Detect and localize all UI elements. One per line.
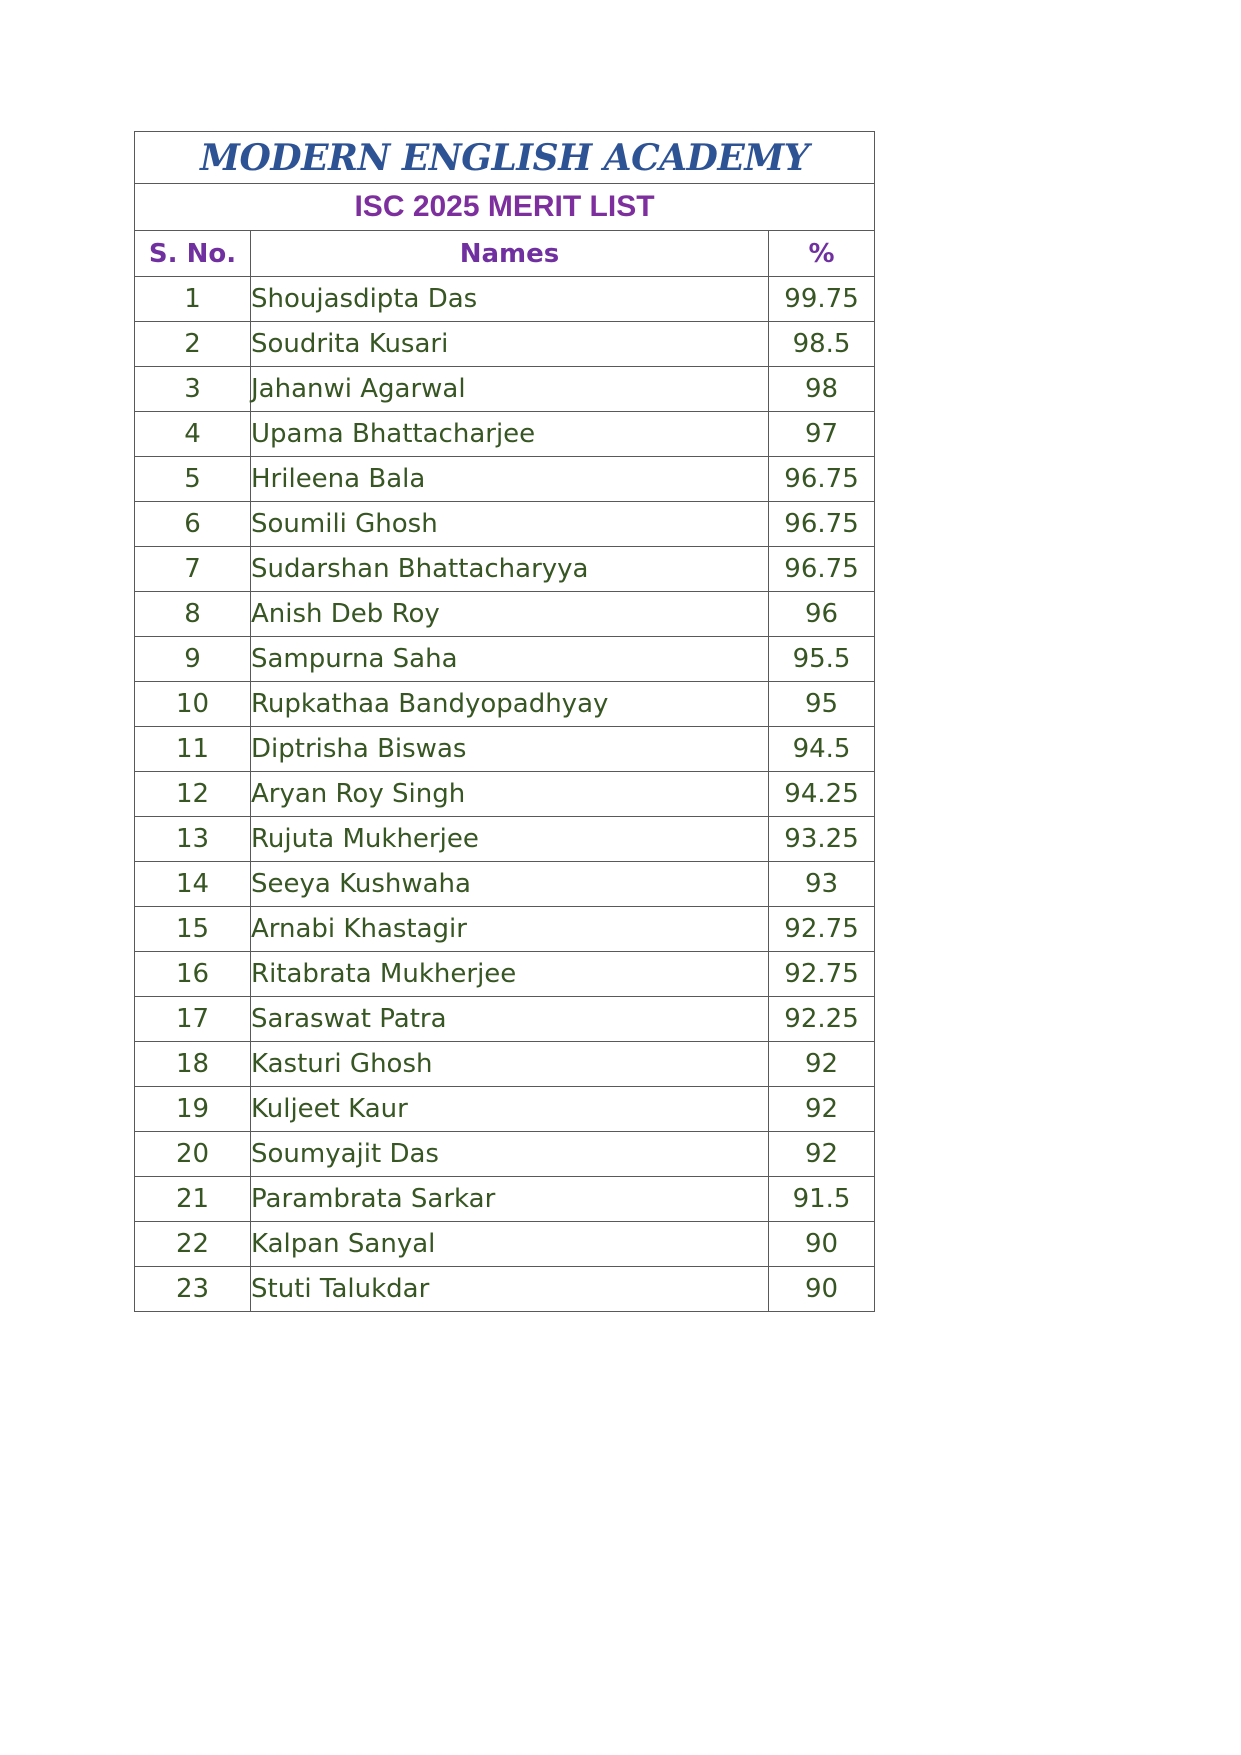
row-percentage: 91.5 xyxy=(769,1177,875,1222)
row-percentage: 90 xyxy=(769,1222,875,1267)
row-percentage: 99.75 xyxy=(769,277,875,322)
row-serial-number: 18 xyxy=(135,1042,251,1087)
table-row xyxy=(135,907,875,952)
row-percentage: 92.75 xyxy=(769,907,875,952)
row-percentage: 94.5 xyxy=(769,727,875,772)
table-row xyxy=(135,727,875,772)
row-student-name: Stuti Talukdar xyxy=(251,1267,769,1312)
table-row xyxy=(135,772,875,817)
row-serial-number: 16 xyxy=(135,952,251,997)
row-percentage: 92.75 xyxy=(769,952,875,997)
table-row xyxy=(135,1042,875,1087)
row-student-name: Diptrisha Biswas xyxy=(251,727,769,772)
row-student-name: Arnabi Khastagir xyxy=(251,907,769,952)
row-serial-number: 12 xyxy=(135,772,251,817)
row-serial-number: 10 xyxy=(135,682,251,727)
row-percentage: 92 xyxy=(769,1087,875,1132)
column-header-sno-label: S. No. xyxy=(148,238,237,269)
table-row xyxy=(135,547,875,592)
row-percentage: 95.5 xyxy=(769,637,875,682)
row-student-name: Sudarshan Bhattacharyya xyxy=(251,547,769,592)
row-student-name: Kalpan Sanyal xyxy=(251,1222,769,1267)
table-row xyxy=(135,277,875,322)
row-student-name: Kasturi Ghosh xyxy=(251,1042,769,1087)
subtitle-row xyxy=(135,184,875,231)
row-serial-number: 15 xyxy=(135,907,251,952)
row-student-name: Saraswat Patra xyxy=(251,997,769,1042)
table-row xyxy=(135,952,875,997)
row-percentage: 97 xyxy=(769,412,875,457)
table-row xyxy=(135,322,875,367)
row-student-name: Parambrata Sarkar xyxy=(251,1177,769,1222)
row-student-name: Anish Deb Roy xyxy=(251,592,769,637)
row-percentage: 98.5 xyxy=(769,322,875,367)
row-student-name: Rupkathaa Bandyopadhyay xyxy=(251,682,769,727)
table-row xyxy=(135,502,875,547)
table-row xyxy=(135,412,875,457)
row-serial-number: 13 xyxy=(135,817,251,862)
row-serial-number: 5 xyxy=(135,457,251,502)
row-percentage: 95 xyxy=(769,682,875,727)
academy-title-cell xyxy=(135,132,875,184)
table-row xyxy=(135,1132,875,1177)
title-row xyxy=(135,132,875,184)
merit-list-subtitle: ISC 2025 MERIT LIST xyxy=(354,190,655,223)
table-row xyxy=(135,1087,875,1132)
row-serial-number: 11 xyxy=(135,727,251,772)
column-header-percent-label: % xyxy=(808,238,835,269)
table-row xyxy=(135,817,875,862)
merit-list-subtitle-cell xyxy=(135,184,875,231)
row-student-name: Shoujasdipta Das xyxy=(251,277,769,322)
table-row xyxy=(135,367,875,412)
table-row xyxy=(135,457,875,502)
row-student-name: Upama Bhattacharjee xyxy=(251,412,769,457)
row-serial-number: 19 xyxy=(135,1087,251,1132)
table-header-row xyxy=(135,231,875,277)
column-header-percent xyxy=(769,231,875,277)
row-student-name: Rujuta Mukherjee xyxy=(251,817,769,862)
row-serial-number: 2 xyxy=(135,322,251,367)
row-student-name: Soudrita Kusari xyxy=(251,322,769,367)
row-serial-number: 1 xyxy=(135,277,251,322)
row-serial-number: 4 xyxy=(135,412,251,457)
row-student-name: Jahanwi Agarwal xyxy=(251,367,769,412)
row-student-name: Hrileena Bala xyxy=(251,457,769,502)
table-row xyxy=(135,592,875,637)
row-student-name: Ritabrata Mukherjee xyxy=(251,952,769,997)
column-header-names xyxy=(251,231,769,277)
row-percentage: 96.75 xyxy=(769,502,875,547)
row-student-name: Soumili Ghosh xyxy=(251,502,769,547)
column-header-sno xyxy=(135,231,251,277)
row-percentage: 93.25 xyxy=(769,817,875,862)
row-serial-number: 6 xyxy=(135,502,251,547)
table-row xyxy=(135,1222,875,1267)
row-percentage: 92 xyxy=(769,1042,875,1087)
row-student-name: Sampurna Saha xyxy=(251,637,769,682)
row-serial-number: 21 xyxy=(135,1177,251,1222)
table-row xyxy=(135,997,875,1042)
row-percentage: 92 xyxy=(769,1132,875,1177)
table-row xyxy=(135,637,875,682)
row-serial-number: 17 xyxy=(135,997,251,1042)
column-header-names-label: Names xyxy=(459,238,560,269)
table-row xyxy=(135,862,875,907)
row-percentage: 94.25 xyxy=(769,772,875,817)
row-serial-number: 23 xyxy=(135,1267,251,1312)
row-percentage: 96.75 xyxy=(769,457,875,502)
row-serial-number: 20 xyxy=(135,1132,251,1177)
row-serial-number: 7 xyxy=(135,547,251,592)
row-serial-number: 3 xyxy=(135,367,251,412)
row-percentage: 98 xyxy=(769,367,875,412)
row-student-name: Seeya Kushwaha xyxy=(251,862,769,907)
academy-title: MODERN ENGLISH ACADEMY xyxy=(200,136,809,179)
row-serial-number: 9 xyxy=(135,637,251,682)
row-student-name: Kuljeet Kaur xyxy=(251,1087,769,1132)
row-percentage: 93 xyxy=(769,862,875,907)
row-percentage: 90 xyxy=(769,1267,875,1312)
row-percentage: 96 xyxy=(769,592,875,637)
row-student-name: Soumyajit Das xyxy=(251,1132,769,1177)
row-percentage: 96.75 xyxy=(769,547,875,592)
row-serial-number: 14 xyxy=(135,862,251,907)
table-row xyxy=(135,1267,875,1312)
row-serial-number: 22 xyxy=(135,1222,251,1267)
row-percentage: 92.25 xyxy=(769,997,875,1042)
table-body xyxy=(135,132,875,1312)
table-row xyxy=(135,682,875,727)
row-student-name: Aryan Roy Singh xyxy=(251,772,769,817)
row-serial-number: 8 xyxy=(135,592,251,637)
table-row xyxy=(135,1177,875,1222)
merit-list-table xyxy=(134,131,875,1312)
